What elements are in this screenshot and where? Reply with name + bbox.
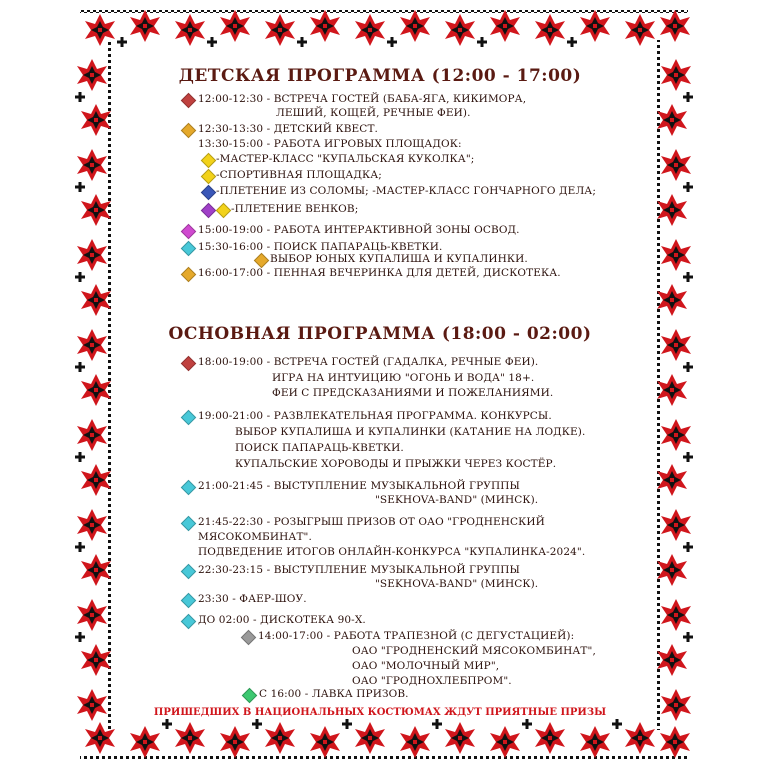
diamond-bullet-icon — [181, 480, 197, 496]
kids-line-10: 15:30-16:00 - ПОИСК ПАПАРАЦЬ-КВЕТКИ. — [198, 241, 443, 253]
main-line-9: "SEKHOVA-BAND" (МИНСК). — [375, 494, 539, 506]
diamond-bullet-icon — [254, 253, 270, 269]
main-line-18: ОАО "ГРОДНЕНСКИЙ МЯСОКОМБИНАТ", — [352, 645, 596, 657]
main-line-4: 19:00-21:00 - РАЗВЛЕКАТЕЛЬНАЯ ПРОГРАММА. КОНКУРСЫ. — [198, 410, 552, 422]
main-line-8: 21:00-21:45 - ВЫСТУПЛЕНИЕ МУЗЫКАЛЬНОЙ ГРУППЫ — [198, 480, 520, 492]
main-line-15: 23:30 - ФАЕР-ШОУ. — [198, 593, 307, 605]
diamond-bullet-icon — [181, 516, 197, 532]
diamond-bullet-icon — [201, 185, 217, 201]
diamond-bullet-icon — [241, 630, 257, 646]
diamond-bullet-icon — [201, 153, 217, 169]
main-line-5: ВЫБОР КУПАЛИША И КУПАЛИНКИ (КАТАНИЕ НА ЛОДКЕ). — [235, 426, 586, 438]
kids-line-11: ВЫБОР ЮНЫХ КУПАЛИША И КУПАЛИНКИ. — [270, 253, 528, 265]
diamond-bullet-icon — [242, 688, 258, 704]
main-line-10: 21:45-22:30 - РОЗЫГРЫШ ПРИЗОВ ОТ ОАО "ГРОДНЕНСКИЙ — [198, 516, 545, 528]
kids-line-7: -ПЛЕТЕНИЕ ИЗ СОЛОМЫ; -МАСТЕР-КЛАСС ГОНЧАРНОГО ДЕЛА; — [216, 185, 596, 197]
main-line-2: ИГРА НА ИНТУИЦИЮ "ОГОНЬ И ВОДА" 18+. — [272, 372, 535, 384]
main-line-7: КУПАЛЬСКИЕ ХОРОВОДЫ И ПРЫЖКИ ЧЕРЕЗ КОСТЁР. — [235, 458, 557, 470]
main-line-16: ДО 02:00 - ДИСКОТЕКА 90-Х. — [198, 614, 366, 626]
kids-line-2: ЛЕШИЙ, КОЩЕЙ, РЕЧНЫЕ ФЕИ). — [276, 107, 471, 119]
diamond-bullet-icon — [181, 593, 197, 609]
kids-line-9: 15:00-19:00 - РАБОТА ИНТЕРАКТИВНОЙ ЗОНЫ ОСВОД. — [198, 224, 520, 236]
diamond-bullet-icon — [181, 356, 197, 372]
main-line-19: ОАО "МОЛОЧНЫЙ МИР", — [352, 660, 500, 672]
diamond-bullet-icon — [181, 410, 197, 426]
kids-line-1: 12:00-12:30 - ВСТРЕЧА ГОСТЕЙ (БАБА-ЯГА, КИКИМОРА, — [198, 93, 527, 105]
main-line-12: ПОДВЕДЕНИЕ ИТОГОВ ОНЛАЙН-КОНКУРСА "КУПАЛИНКА-2024". — [198, 546, 586, 558]
kids-line-3: 12:30-13:30 - ДЕТСКИЙ КВЕСТ. — [198, 123, 378, 135]
diamond-bullet-icon — [181, 614, 197, 630]
main-line-11: МЯСОКОМБИНАТ". — [198, 531, 312, 543]
main-line-14: "SEKHOVA-BAND" (МИНСК). — [375, 578, 539, 590]
kids-line-6: -СПОРТИВНАЯ ПЛОЩАДКА; — [216, 169, 382, 181]
main-line-21: С 16:00 - ЛАВКА ПРИЗОВ. — [259, 688, 409, 700]
main-program-title: ОСНОВНАЯ ПРОГРАММА (18:00 - 02:00) — [168, 324, 592, 344]
kids-line-12: 16:00-17:00 - ПЕННАЯ ВЕЧЕРИНКА ДЛЯ ДЕТЕЙ, ДИСКОТЕКА. — [198, 267, 561, 279]
kids-program-title: ДЕТСКАЯ ПРОГРАММА (12:00 - 17:00) — [178, 66, 582, 86]
program-content — [120, 60, 640, 730]
diamond-bullet-icon — [181, 93, 197, 109]
main-line-17: 14:00-17:00 - РАБОТА ТРАПЕЗНОЙ (С ДЕГУСТАЦИЕЙ): — [258, 630, 575, 642]
diamond-bullet-icon — [181, 241, 197, 257]
main-line-6: ПОИСК ПАПАРАЦЬ-КВЕТКИ. — [235, 442, 404, 454]
diamond-bullet-icon — [181, 564, 197, 580]
main-line-3: ФЕИ С ПРЕДСКАЗАНИЯМИ И ПОЖЕЛАНИЯМИ. — [272, 387, 554, 399]
footer-note: ПРИШЕДШИХ В НАЦИОНАЛЬНЫХ КОСТЮМАХ ЖДУТ ПРИЯТНЫЕ ПРИЗЫ — [153, 707, 607, 718]
main-line-20: ОАО "ГРОДНОХЛЕБПРОМ". — [352, 675, 512, 687]
diamond-bullet-icon — [181, 224, 197, 240]
kids-line-4: 13:30-15:00 - РАБОТА ИГРОВЫХ ПЛОЩАДОК: — [198, 138, 462, 150]
main-line-13: 22:30-23:15 - ВЫСТУПЛЕНИЕ МУЗЫКАЛЬНОЙ ГРУППЫ — [198, 564, 520, 576]
diamond-bullet-icon — [181, 123, 197, 139]
kids-line-5: -МАСТЕР-КЛАСС "КУПАЛЬСКАЯ КУКОЛКА"; — [216, 153, 475, 165]
diamond-bullet-icon — [201, 203, 217, 219]
main-line-1: 18:00-19:00 - ВСТРЕЧА ГОСТЕЙ (ГАДАЛКА, РЕЧНЫЕ ФЕИ). — [198, 356, 539, 368]
diamond-bullet-icon — [201, 169, 217, 185]
kids-line-8: -ПЛЕТЕНИЕ ВЕНКОВ; — [231, 203, 359, 215]
diamond-bullet-icon — [216, 203, 232, 219]
diamond-bullet-icon — [181, 267, 197, 283]
